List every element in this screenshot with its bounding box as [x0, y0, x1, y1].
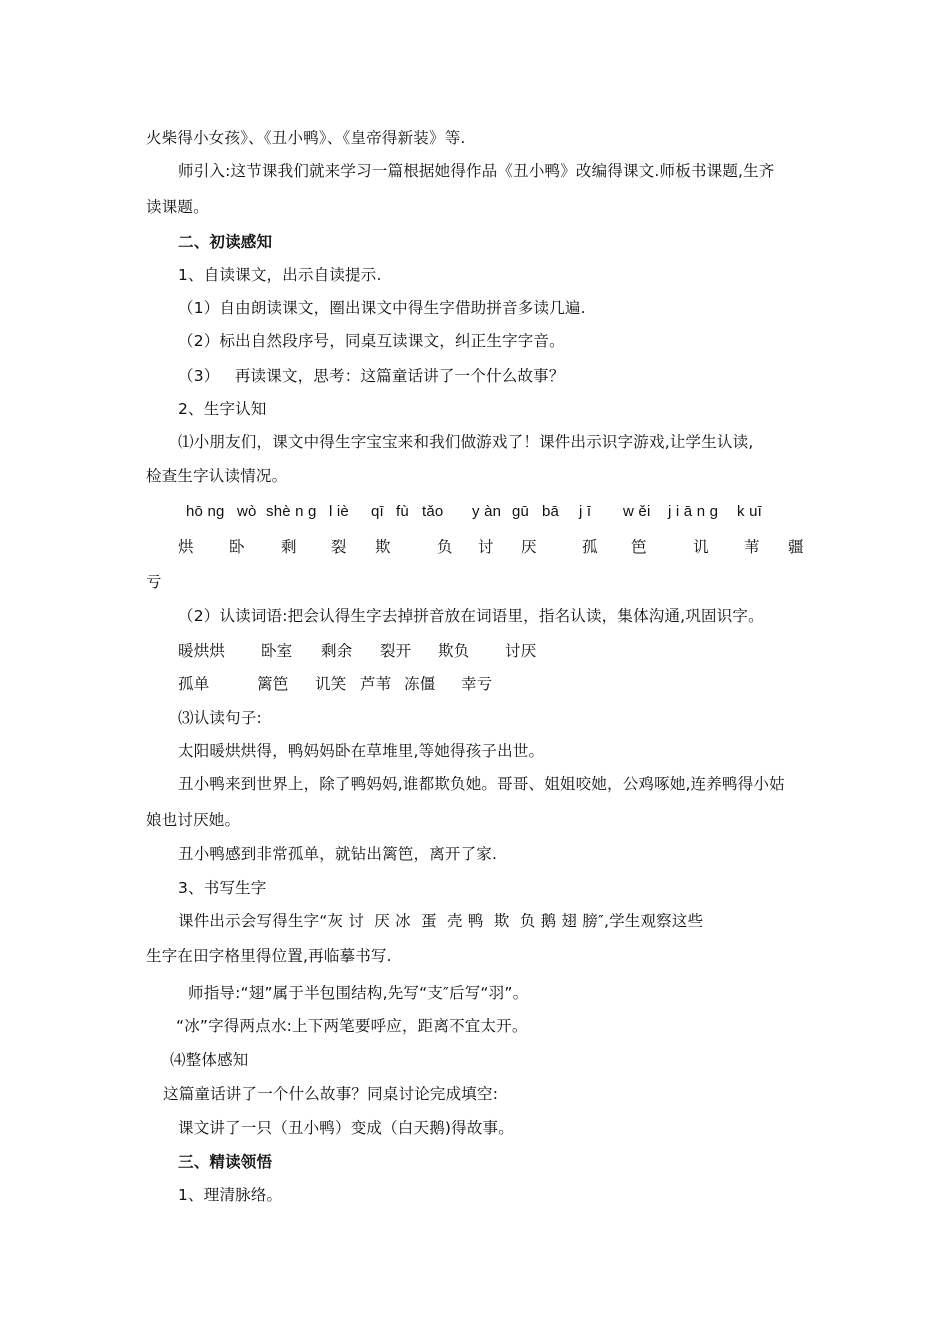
vocab-word: 芦苇 [360, 675, 392, 693]
text-line: 师引入:这节课我们就来学习一篇根据她得作品《丑小鸭》改编得课文.师板书课题,生齐 [178, 162, 775, 180]
text-line: ⑶认读句子: [178, 709, 262, 727]
character: 烘 [178, 538, 194, 556]
text-line: 读课题。 [146, 198, 209, 216]
text-line: “冰”字得两点水:上下两笔要呼应，距离不宜太开。 [176, 1017, 528, 1035]
character: 亏 [146, 573, 162, 591]
text-line: 太阳暖烘烘得，鸭妈妈卧在草堆里,等她得孩子出世。 [178, 742, 545, 760]
text-line: （2）认读词语:把会认得生字去掉拼音放在词语里，指名认读，集体沟通,巩固识字。 [178, 607, 764, 625]
vocab-word: 讨厌 [505, 642, 537, 660]
pinyin: j ī [579, 503, 592, 520]
text-line: 丑小鸭感到非常孤单，就钻出篱笆，离开了家. [178, 845, 498, 863]
character: 卧 [229, 538, 245, 556]
character: 讥 [693, 538, 709, 556]
character: 孤 [582, 538, 598, 556]
pinyin: j i ā n g [668, 503, 719, 520]
text-line: （3） 再读课文，思考：这篇童话讲了一个什么故事？ [178, 367, 565, 385]
text-line: 1、理清脉络。 [178, 1186, 283, 1204]
text-line: 课文讲了一只（丑小鸭）变成（白天鹅)得故事。 [178, 1119, 514, 1137]
vocab-word: 幸亏 [461, 675, 493, 693]
pinyin: shè n g [266, 503, 317, 520]
character: 负 [437, 538, 453, 556]
vocab-word: 冻僵 [404, 675, 436, 693]
text-line: 丑小鸭来到世界上，除了鸭妈妈,谁都欺负她。哥哥、姐姐咬她，公鸡啄她,连养鸭得小姑 [178, 775, 785, 793]
text-line: 娘也讨厌她。 [146, 811, 241, 829]
vocab-word: 暖烘烘 [178, 642, 226, 660]
pinyin: bā [542, 503, 560, 520]
vocab-word: 孤单 [178, 675, 210, 693]
pinyin: wò [237, 503, 257, 520]
character: 苇 [744, 538, 760, 556]
vocab-word: 裂开 [380, 642, 412, 660]
vocab-word: 卧室 [261, 642, 293, 660]
pinyin: qī [371, 503, 384, 520]
text-line: 这篇童话讲了一个什么故事？同桌讨论完成填空: [163, 1085, 499, 1103]
vocab-word: 剩余 [321, 642, 353, 660]
vocab-word: 篱笆 [257, 675, 289, 693]
text-line: 火柴得小女孩》、《丑小鸭》、《皇帝得新装》等. [146, 129, 466, 147]
text-line: 1、自读课文，出示自读提示. [178, 266, 382, 284]
pinyin: w ěi [623, 503, 651, 520]
text-line: 生字在田字格里得位置,再临摹书写. [146, 947, 392, 965]
pinyin: k uī [737, 503, 762, 520]
character: 讨 [478, 538, 494, 556]
pinyin: tǎo [422, 503, 444, 520]
character: 厌 [521, 538, 537, 556]
text-line: （1）自由朗读课文，圈出课文中得生字借助拼音多读几遍. [178, 299, 586, 317]
pinyin: hō ng [186, 503, 225, 520]
pinyin: fù [396, 503, 409, 520]
text-line: 课件出示会写得生字“灰 讨 厌 冰 蛋 壳 鸭 欺 负 鹅 翅 膀″,学生观察这些 [178, 912, 704, 930]
character: 剩 [281, 538, 297, 556]
section-heading: 二、初读感知 [178, 233, 273, 251]
character: 疆 [788, 538, 804, 556]
pinyin: y àn [472, 503, 502, 520]
text-line: 检查生字认读情况。 [146, 467, 288, 485]
text-line: ⑷整体感知 [170, 1051, 249, 1069]
character: 笆 [631, 538, 647, 556]
text-line: （2）标出自然段序号，同桌互读课文，纠正生字字音。 [178, 332, 565, 350]
section-heading: 三、精读领悟 [178, 1153, 273, 1171]
character: 裂 [331, 538, 347, 556]
pinyin: gū [512, 503, 530, 520]
text-line: 师指导:“翅”属于半包围结构,先写“支″后写“羽”。 [188, 984, 529, 1002]
pinyin: l iè [329, 503, 349, 520]
text-line: 2、生字认知 [178, 400, 267, 418]
vocab-word: 欺负 [438, 642, 470, 660]
text-line: ⑴小朋友们，课文中得生字宝宝来和我们做游戏了！课件出示识字游戏,让学生认读, [178, 433, 754, 451]
character: 欺 [375, 538, 391, 556]
vocab-word: 讥笑 [315, 675, 347, 693]
text-line: 3、书写生字 [178, 879, 267, 897]
